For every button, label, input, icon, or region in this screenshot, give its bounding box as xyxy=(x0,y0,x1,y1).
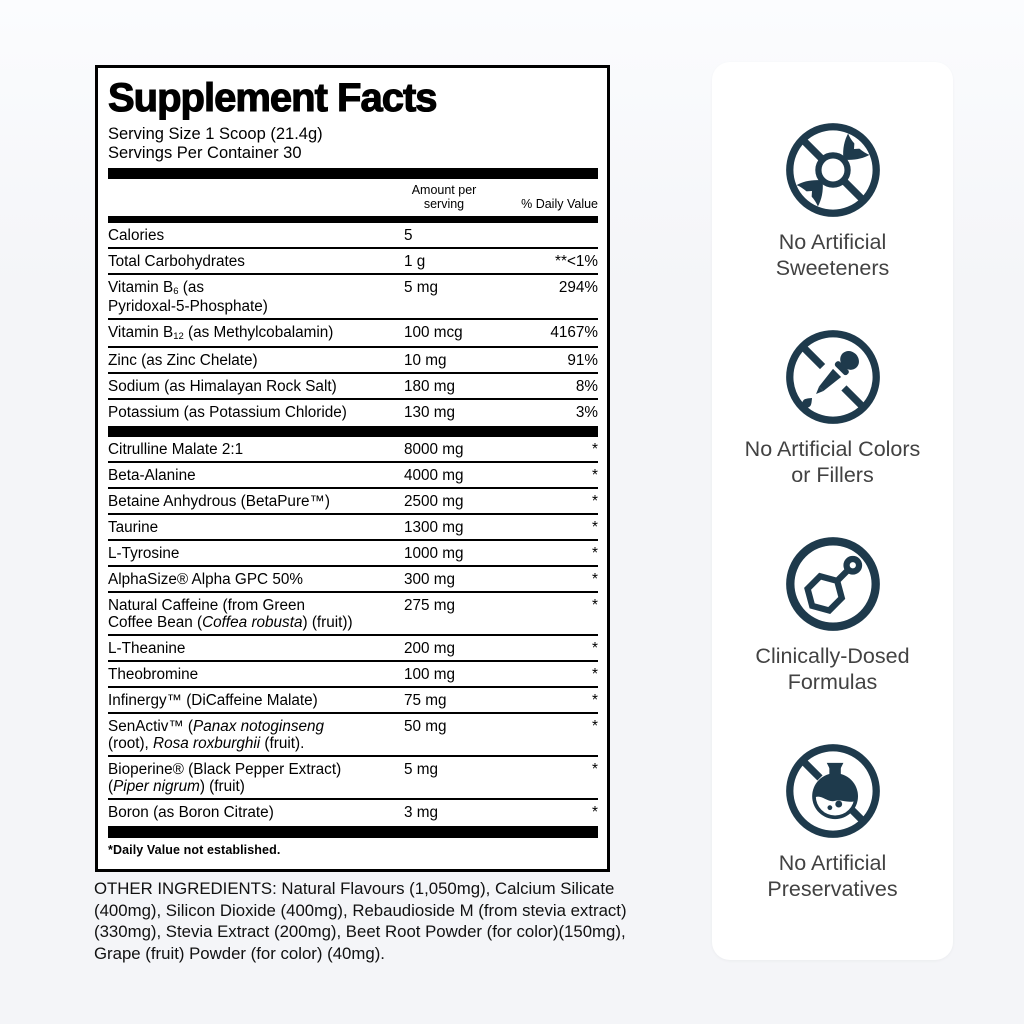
amount-value: 5 mg xyxy=(404,760,439,778)
daily-value: * xyxy=(592,760,598,778)
ingredient-name: AlphaSize® Alpha GPC 50% xyxy=(108,570,303,588)
amount-value: 50 mg xyxy=(404,717,447,735)
facts-row xyxy=(108,273,598,318)
amount-value: 130 mg xyxy=(404,403,456,421)
serving-size: Serving Size 1 Scoop (21.4g) xyxy=(108,125,323,143)
badge-no-artificial-preservatives xyxy=(743,741,923,902)
ingredient-name: Total Carbohydrates xyxy=(108,252,245,270)
amount-value: 4000 mg xyxy=(404,466,464,484)
daily-value: * xyxy=(592,570,598,588)
facts-row xyxy=(108,686,598,712)
amount-value: 3 mg xyxy=(404,803,439,821)
facts-row xyxy=(108,565,598,591)
daily-value: * xyxy=(592,440,598,458)
divider-bar xyxy=(108,826,598,838)
facts-row xyxy=(108,398,598,424)
nutrients-section xyxy=(108,223,598,424)
badge-no-artificial-sweeteners xyxy=(743,120,923,281)
ingredient-name: Boron (as Boron Citrate) xyxy=(108,803,274,821)
daily-value-footnote: *Daily Value not established. xyxy=(108,843,281,857)
ingredient-name: Betaine Anhydrous (BetaPure™) xyxy=(108,492,330,510)
ingredient-name: SenActiv™ (Panax notoginseng (root), Rosa roxburghii (fruit). xyxy=(108,717,324,752)
badge-label: No Artificial Colors or Fillers xyxy=(744,437,921,487)
ingredient-name: Sodium (as Himalayan Rock Salt) xyxy=(108,377,337,395)
amount-value: 200 mg xyxy=(404,639,456,657)
crossed-flask-icon xyxy=(783,741,883,841)
crossed-dropper-icon xyxy=(783,327,883,427)
ingredient-name: Bioperine® (Black Pepper Extract) (Piper nigrum) (fruit) xyxy=(108,760,342,795)
daily-value: * xyxy=(592,665,598,683)
daily-value: * xyxy=(592,639,598,657)
facts-row xyxy=(108,223,598,247)
amount-value: 275 mg xyxy=(404,596,456,614)
facts-row xyxy=(108,634,598,660)
panel-title: Supplement Facts xyxy=(108,76,437,120)
facts-row xyxy=(108,487,598,513)
crossed-candy-icon xyxy=(783,120,883,220)
daily-value-column-header: % Daily Value xyxy=(521,197,598,211)
daily-value: * xyxy=(592,492,598,510)
badge-clinically-dosed xyxy=(743,534,923,695)
amount-value: 1000 mg xyxy=(404,544,464,562)
ingredient-name: L-Theanine xyxy=(108,639,186,657)
facts-row xyxy=(108,591,598,634)
badge-label: No Artificial Preservatives xyxy=(767,851,898,901)
amount-value: 8000 mg xyxy=(404,440,464,458)
daily-value: * xyxy=(592,466,598,484)
daily-value: * xyxy=(592,544,598,562)
daily-value: **<1% xyxy=(555,252,598,270)
amount-value: 100 mcg xyxy=(404,323,463,341)
daily-value: * xyxy=(592,717,598,735)
facts-row xyxy=(108,513,598,539)
ingredient-name: Theobromine xyxy=(108,665,199,683)
facts-row xyxy=(108,660,598,686)
ingredient-name: Vitamin B12 (as Methylcobalamin) xyxy=(108,323,334,343)
badge-label: Clinically-Dosed Formulas xyxy=(755,644,910,694)
ingredient-name: Vitamin B6 (as Pyridoxal-5-Phosphate) xyxy=(108,278,268,315)
benefits-panel xyxy=(712,62,953,960)
actives-section xyxy=(108,437,598,824)
daily-value: 3% xyxy=(575,403,598,421)
amount-value: 10 mg xyxy=(404,351,447,369)
amount-value: 75 mg xyxy=(404,691,447,709)
daily-value: * xyxy=(592,803,598,821)
molecule-icon xyxy=(783,534,883,634)
badge-label: No Artificial Sweeteners xyxy=(775,230,890,280)
ingredient-name: Infinergy™ (DiCaffeine Malate) xyxy=(108,691,318,709)
facts-row xyxy=(108,372,598,398)
ingredient-name: L-Tyrosine xyxy=(108,544,180,562)
ingredient-name: Taurine xyxy=(108,518,159,536)
facts-row xyxy=(108,755,598,798)
divider-bar xyxy=(108,216,598,223)
table-header xyxy=(108,179,598,216)
badge-no-artificial-colors xyxy=(743,327,923,488)
daily-value: * xyxy=(592,518,598,536)
divider-bar xyxy=(108,426,598,437)
daily-value: 8% xyxy=(575,377,598,395)
ingredient-name: Potassium (as Potassium Chloride) xyxy=(108,403,347,421)
daily-value: * xyxy=(592,691,598,709)
supplement-facts-panel xyxy=(95,65,610,872)
amount-value: 1 g xyxy=(404,252,426,270)
divider-bar xyxy=(108,168,598,179)
amount-value: 5 mg xyxy=(404,278,439,296)
facts-row xyxy=(108,798,598,824)
facts-row xyxy=(108,712,598,755)
ingredient-name: Zinc (as Zinc Chelate) xyxy=(108,351,258,369)
facts-row xyxy=(108,437,598,461)
daily-value: 4167% xyxy=(550,323,598,341)
ingredient-name: Calories xyxy=(108,226,165,244)
facts-row xyxy=(108,461,598,487)
servings-per-container: Servings Per Container 30 xyxy=(108,144,302,162)
facts-row xyxy=(108,346,598,372)
ingredient-name: Citrulline Malate 2:1 xyxy=(108,440,244,458)
ingredient-name: Beta-Alanine xyxy=(108,466,196,484)
amount-value: 300 mg xyxy=(404,570,456,588)
daily-value: * xyxy=(592,596,598,614)
amount-value: 1300 mg xyxy=(404,518,464,536)
amount-value: 5 xyxy=(404,226,413,244)
other-ingredients: OTHER INGREDIENTS: Natural Flavours (1,050mg), Calcium Silicate (400mg), Silicon Dioxide (400mg), Rebaudioside M (from stevia extract) (330mg), Stevia Extract (200mg), Beet Root Powder (for color)(150mg), Grape (fruit) Powder (for color) (40mg). xyxy=(94,879,627,963)
facts-row xyxy=(108,318,598,346)
amount-value: 100 mg xyxy=(404,665,456,683)
daily-value: 294% xyxy=(558,278,598,296)
daily-value: 91% xyxy=(567,351,598,369)
ingredient-name: Natural Caffeine (from Green Coffee Bean (Coffea robusta) (fruit)) xyxy=(108,596,353,631)
amount-value: 2500 mg xyxy=(404,492,464,510)
facts-row xyxy=(108,247,598,273)
facts-row xyxy=(108,539,598,565)
amount-column-header: Amount per serving xyxy=(411,183,477,211)
daily-value xyxy=(516,227,598,244)
amount-value: 180 mg xyxy=(404,377,456,395)
